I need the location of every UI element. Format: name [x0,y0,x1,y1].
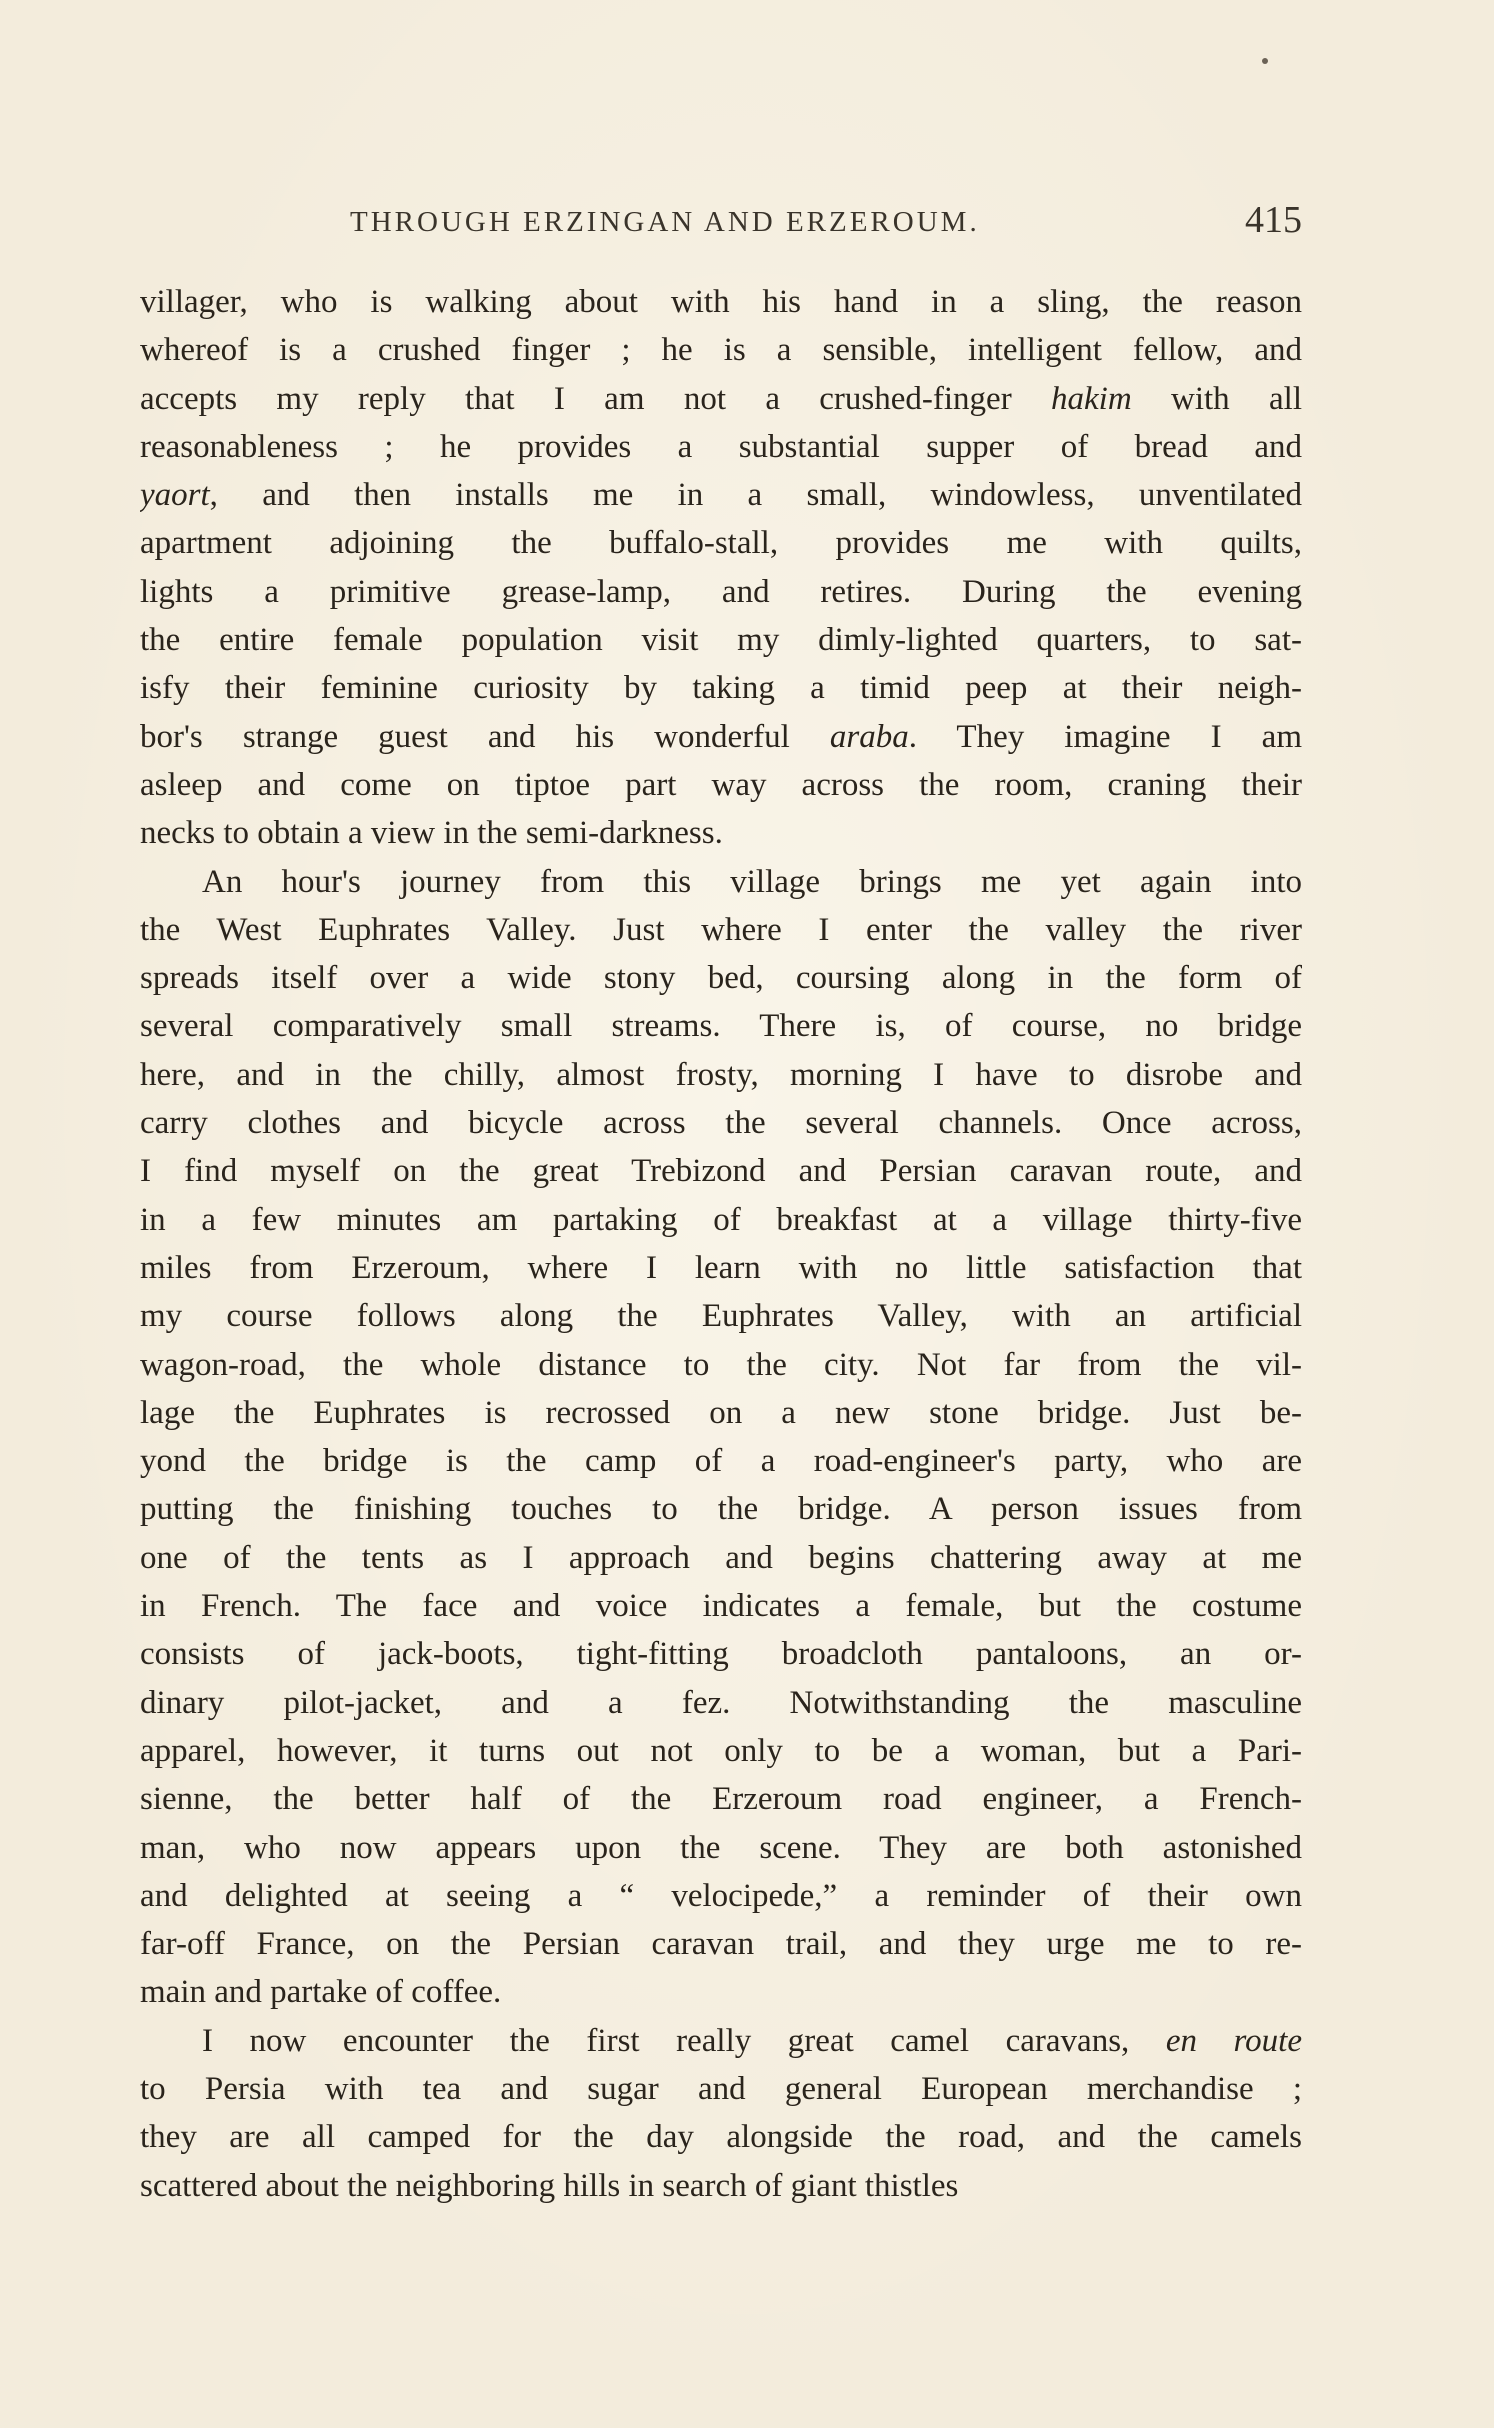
running-title: THROUGH ERZINGAN AND ERZEROUM. [350,206,980,238]
text-line [140,326,1302,374]
text-segment: . They imagine I am [908,718,1302,755]
text-line [140,1147,1302,1195]
text-segment: in a few minutes am partaking of breakfast at a village thirty-five [140,1201,1302,1238]
text-line [140,2017,1302,2065]
text-segment: my course follows along the Euphrates Valley, with an artificial [140,1298,1302,1335]
text-segment: necks to obtain a view in the semi-darkness. [140,815,723,852]
text-line [140,761,1302,809]
text-line [140,1196,1302,1244]
text-segment: villager, who is walking about with his hand in a sling, the reason [140,284,1302,320]
text-segment: the entire female population visit my dimly-lighted quarters, to sat- [140,622,1302,659]
text-line [140,423,1302,471]
text-segment: and delighted at seeing a “ velocipede,” a reminder of their own [140,1877,1302,1914]
text-segment: whereof is a crushed finger ; he is a sensible, intelligent fellow, and [140,332,1302,369]
text-line [140,809,1302,857]
text-line [140,713,1302,761]
page-number: 415 [1245,199,1302,241]
text-segment: asleep and come on tiptoe part way across the room, craning their [140,766,1302,803]
text-segment: in French. The face and voice indicates a female, but the costume [140,1588,1302,1625]
text-line [140,1341,1302,1389]
text-line [140,471,1302,519]
text-segment: here, and in the chilly, almost frosty, morning I have to disrobe and [140,1056,1302,1093]
text-line [140,1630,1302,1678]
text-line [140,1244,1302,1292]
text-segment: consists of jack-boots, tight-fitting broadcloth pantaloons, an or- [140,1636,1302,1673]
text-segment: yond the bridge is the camp of a road-engineer's party, who are [140,1443,1302,1480]
paragraph [140,2017,1302,2210]
text-line [140,1872,1302,1920]
text-line [140,278,1302,326]
text-segment: accepts my reply that I am not a crushed-finger [140,380,1052,417]
ink-speck [1262,58,1268,64]
text-line [140,2065,1302,2113]
italic-term: yaort [140,477,210,514]
text-segment: reasonableness ; he provides a substantial supper of bread and [140,428,1302,465]
text-segment: lage the Euphrates is recrossed on a new stone bridge. Just be- [140,1394,1302,1431]
text-line [140,1920,1302,1968]
paragraph [140,858,1302,2017]
text-segment: the West Euphrates Valley. Just where I enter the valley the river [140,911,1302,948]
text-segment: bor's strange guest and his wonderful [140,718,830,755]
text-segment: to Persia with tea and sugar and general European merchandise ; [140,2070,1302,2107]
text-line [140,954,1302,1002]
text-segment: far-off France, on the Persian caravan trail, and they urge me to re- [140,1926,1302,1963]
text-segment: sienne, the better half of the Erzeroum road engineer, a French- [140,1781,1302,1818]
italic-term: araba [829,718,909,755]
text-line [140,1582,1302,1630]
running-header [140,196,1302,246]
text-segment: wagon-road, the whole distance to the city. Not far from the vil- [140,1346,1302,1383]
text-segment: apparel, however, it turns out not only to be a woman, but a Pari- [140,1732,1302,1769]
text-line [140,1292,1302,1340]
text-segment: several comparatively small streams. There is, of course, no bridge [140,1008,1302,1045]
text-line [140,616,1302,664]
text-line [140,1099,1302,1147]
text-line [140,1679,1302,1727]
text-segment: isfy their feminine curiosity by taking a timid peep at their neigh- [140,670,1302,707]
text-segment: I find myself on the great Trebizond and Persian caravan route, and [140,1153,1302,1190]
text-segment: An hour's journey from this village brings me yet again into [202,863,1302,900]
text-line [140,1051,1302,1099]
text-line [140,1389,1302,1437]
text-line [140,1824,1302,1872]
text-segment: , and then installs me in a small, windowless, unventilated [209,477,1302,514]
text-segment: man, who now appears upon the scene. They are both astonished [140,1829,1302,1866]
text-segment: I now encounter the first really great camel caravans, [202,2022,1166,2059]
text-line [140,1485,1302,1533]
text-line [140,664,1302,712]
text-line [140,375,1302,423]
paragraph [140,278,1302,858]
text-segment: scattered about the neighboring hills in search of giant thistles [140,2167,959,2204]
text-segment: with all [1131,380,1302,417]
text-segment: they are all camped for the day alongside the road, and the camels [140,2119,1302,2156]
text-line [140,1534,1302,1582]
text-line [140,858,1302,906]
text-line [140,1002,1302,1050]
text-segment: main and partake of coffee. [140,1974,502,2011]
text-segment: putting the finishing touches to the bridge. A person issues from [140,1491,1302,1528]
text-segment: lights a primitive grease-lamp, and retires. During the evening [140,573,1302,610]
italic-term: en route [1165,2022,1302,2059]
text-segment: carry clothes and bicycle across the several channels. Once across, [140,1105,1302,1142]
text-segment: miles from Erzeroum, where I learn with no little satisfaction that [140,1249,1302,1286]
text-line [140,906,1302,954]
text-line [140,568,1302,616]
text-segment: spreads itself over a wide stony bed, coursing along in the form of [140,960,1302,997]
text-segment: one of the tents as I approach and begins chattering away at me [140,1539,1302,1576]
text-line [140,1437,1302,1485]
text-segment: apartment adjoining the buffalo-stall, provides me with quilts, [140,525,1302,562]
text-line [140,1775,1302,1823]
text-line [140,519,1302,567]
text-segment: dinary pilot-jacket, and a fez. Notwithstanding the masculine [140,1684,1302,1721]
text-line [140,1968,1302,2016]
body-text [140,278,1302,2210]
text-line [140,2113,1302,2161]
text-line [140,2162,1302,2210]
italic-term: hakim [1051,380,1132,417]
text-line [140,1727,1302,1775]
